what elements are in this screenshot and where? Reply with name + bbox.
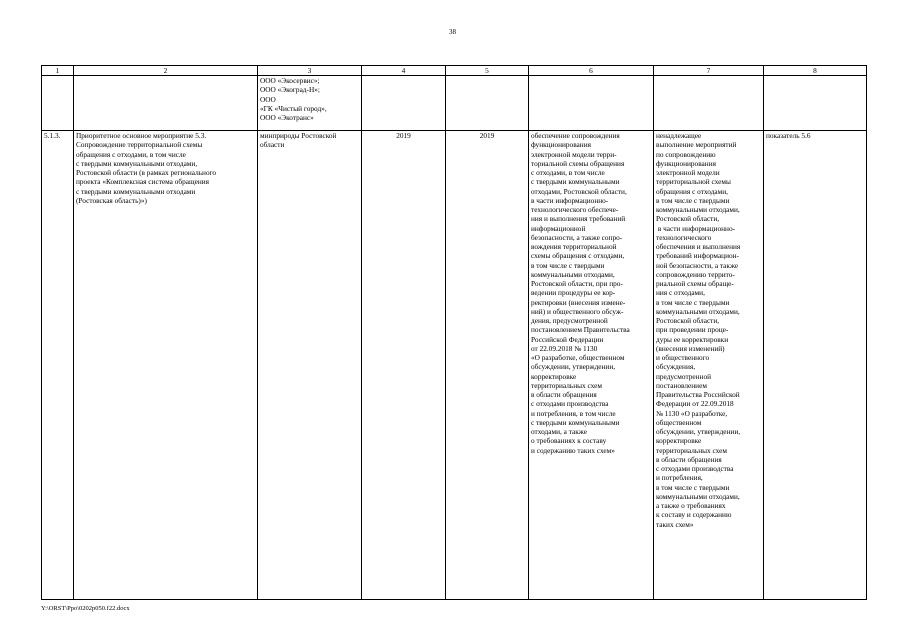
cont-cell-result bbox=[529, 76, 654, 131]
column-header-6: 6 bbox=[529, 66, 654, 76]
column-header-1: 1 bbox=[42, 66, 74, 76]
cont-cell-number bbox=[42, 76, 74, 131]
expected-result: обеспечение сопровождения функционирования электронной модели терри- ториальной схемы обращения с отходами, в том числе с твердыми коммунальными отходами, Ростовской области, в части информационно- технологического обеспече- ния и выполнения требований информационной безопасности, а также сопро- вождения территориальной схемы обращения с отходами, в том числе с твердыми коммунальными отходами, Ростовской области, при про- ведении процедуры ее кор- ректировки (внесения измене- ний) и общественного обсуж- дения, предусмотренной постановлением Правительства Российской Федерации от 22.09.2018 № 1130 «О разработке, общественном обсуждении, утверждении, корректировке территориальных схем в области обращения с отходами производства и потребления, в том числе с твердыми коммунальными отходами, а также о требованиях к составу и содержанию таких схем» bbox=[529, 131, 654, 600]
column-header-3: 3 bbox=[258, 66, 362, 76]
row-number: 5.1.3. bbox=[42, 131, 74, 600]
cont-cell-executors: ООО «Экосервис»; ООО «Экоград-Н»; ООО «ГК «Чистый город», ООО «Экотранс» bbox=[258, 76, 362, 131]
responsible-executor: минприроды Ростовской области bbox=[258, 131, 362, 600]
column-header-2: 2 bbox=[74, 66, 258, 76]
non-implementation-consequences: ненадлежащее выполнение мероприятий по сопровождению функционирования электронной модели территориальной схемы обращения с отходами, в том числе с твердыми коммунальными отходами, Ростовской области, в части информационно- технологического обеспечения и выполнения требований информацион- ной безопасности, а также сопровождению террито- риальной схемы обраще- ния с отходами, в том числе с твердыми коммунальными отходами, Ростовской области, при проведении проце- дуры ее корректировки (внесения изменений) и общественного обсуждения, предусмотренной постановлением Правительства Российской Федерации от 22.09.2018 № 1130 «О разработке, общественном обсуждении, утверждении, корректировке территориальных схем в области обращения с отходами производства и потребления, в том числе с твердыми коммунальными отходами, а также о требованиях к составу и содержанию таких схем» bbox=[654, 131, 764, 600]
cont-cell-end bbox=[446, 76, 529, 131]
related-indicator: показатель 5.6 bbox=[764, 131, 867, 600]
end-year: 2019 bbox=[446, 131, 529, 600]
cont-cell-start bbox=[362, 76, 446, 131]
cont-cell-indicator bbox=[764, 76, 867, 131]
column-header-8: 8 bbox=[764, 66, 867, 76]
page-number: 38 bbox=[449, 28, 456, 36]
program-activities-table bbox=[41, 65, 867, 600]
column-header-5: 5 bbox=[446, 66, 529, 76]
column-header-4: 4 bbox=[362, 66, 446, 76]
continuation-row bbox=[42, 76, 867, 131]
column-header-7: 7 bbox=[654, 66, 764, 76]
column-number-header-row bbox=[42, 66, 867, 76]
start-year: 2019 bbox=[362, 131, 446, 600]
cont-cell-name bbox=[74, 76, 258, 131]
activity-name: Приоритетное основное мероприятие 5.3. Сопровождение территориальной схемы обращения с отходами, в том числе с твердыми коммунальными отходами, Ростовской области (в рамках регионального проекта «Комплексная система обращения с твердыми коммунальными отходами (Ростовская область)») bbox=[74, 131, 258, 600]
cont-cell-consequences bbox=[654, 76, 764, 131]
footer-file-path: Y:\ORST\Ppo\0202p050.f22.docx bbox=[41, 605, 130, 612]
table-row bbox=[42, 131, 867, 600]
